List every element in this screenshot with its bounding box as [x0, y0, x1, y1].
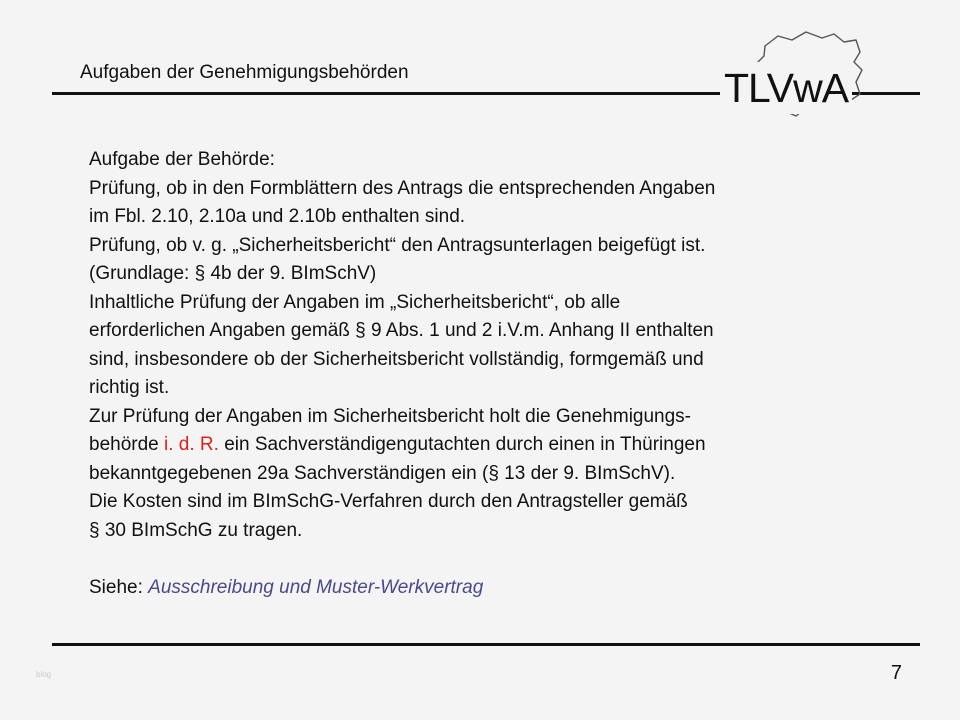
text-segment: behörde: [89, 434, 165, 455]
highlight-text: i. d. R.: [164, 434, 219, 455]
see-link[interactable]: Ausschreibung und Muster-Werkvertrag: [148, 576, 484, 598]
blank-line: [89, 545, 889, 574]
text-line: Prüfung, ob v. g. „Sicherheitsbericht“ den Antragsunterlagen beigefügt ist.: [89, 234, 706, 256]
text-line: im Fbl. 2.10, 2.10a und 2.10b enthalten sind.: [89, 206, 466, 227]
see-also-line: [89, 574, 889, 603]
text-line: Die Kosten sind im BImSchG-Verfahren durch den Antragsteller gemäß: [89, 491, 688, 512]
text-line: erforderlichen Angaben gemäß § 9 Abs. 1 und 2 i.V.m. Anhang II enthalten: [89, 320, 714, 341]
text-line: Zur Prüfung der Angaben im Sicherheitsbericht holt die Genehmigungs-: [89, 405, 692, 427]
content-body: [89, 146, 889, 602]
header-title: Aufgaben der Genehmigungsbehörden: [80, 62, 409, 83]
logo-text: TLVwA: [720, 62, 852, 114]
text-line: sind, insbesondere ob der Sicherheitsbericht vollständig, formgemäß und: [89, 348, 704, 370]
text-line: Aufgabe der Behörde:: [89, 149, 275, 170]
page-number: 7: [890, 662, 902, 684]
logo: [710, 24, 920, 124]
text-line: richtig ist.: [89, 377, 170, 398]
watermark: blog: [36, 670, 52, 679]
text-line: Prüfung, ob in den Formblättern des Antrags die entsprechenden Angaben: [89, 177, 716, 199]
text-line: § 30 BImSchG zu tragen.: [89, 519, 303, 541]
text-line: Inhaltliche Prüfung der Angaben im „Sicherheitsbericht“, ob alle: [89, 291, 621, 313]
text-segment: ein Sachverständigengutachten durch einen in Thüringen: [218, 434, 706, 455]
text-line: bekanntgegebenen 29a Sachverständigen ein (§ 13 der 9. BImSchV).: [89, 462, 676, 484]
text-line: (Grundlage: § 4b der 9. BImSchV): [89, 263, 377, 284]
footer-rule: [52, 643, 920, 646]
text-line-with-highlight: [89, 431, 889, 460]
see-label: Siehe:: [89, 576, 149, 598]
